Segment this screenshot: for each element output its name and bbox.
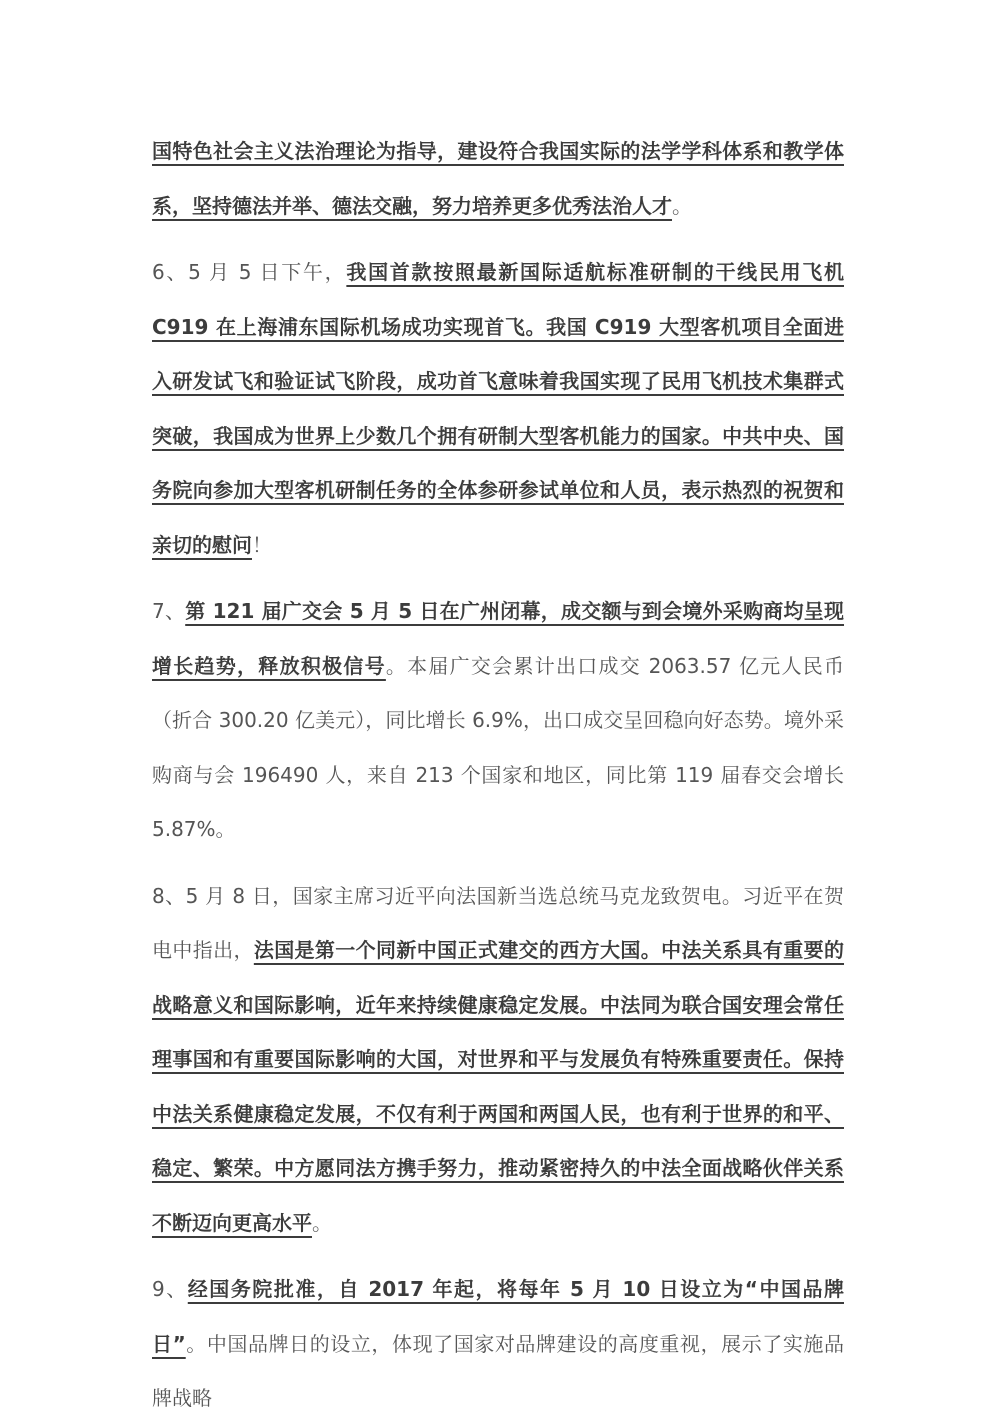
plain-text: 。: [312, 1210, 332, 1235]
plain-text: ！: [252, 532, 272, 557]
plain-text: 8、5 月 8 日，国家主席习近平向法国新当选总统马克龙致贺电。习近平在贺电中指出，: [152, 883, 844, 962]
paragraph-item-8-france: [152, 869, 844, 1251]
plain-text: 。: [672, 193, 692, 218]
emphasized-text: 第 121 届广交会 5 月 5 日在广州闭幕，成交额与到会境外采购商均呈现增长趋势，释放积极信号: [152, 599, 845, 678]
emphasized-text: 经国务院批准，自 2017 年起，将每年 5 月 10 日设立为“中国品牌日”: [152, 1277, 844, 1356]
plain-text: 9、: [152, 1277, 188, 1301]
plain-text: 。本届广交会累计出口成交 2063.57 亿元人民币（折合 300.20 亿美元），同比增长 6.9%，出口成交呈回稳向好态势。境外采购商与会 196490 人，来自 213 个国家和地区，同比第 119 届春交会增长 5.87%。: [152, 653, 844, 841]
paragraph-item-7-canton-fair: [152, 584, 844, 857]
paragraph-item-6-c919: [152, 245, 844, 572]
plain-text: 。中国品牌日的设立，体现了国家对品牌建设的高度重视，展示了实施品牌战略: [152, 1331, 844, 1410]
document-body: [152, 124, 844, 1426]
paragraph-item-9-brand-day: [152, 1262, 844, 1426]
emphasized-text: 法国是第一个同新中国正式建交的西方大国。中法关系具有重要的战略意义和国际影响，近年来持续健康稳定发展。中法同为联合国安理会常任理事国和有重要国际影响的大国，对世界和平与发展负有特殊重要责任。保持中法关系健康稳定发展，不仅有利于两国和两国人民，也有利于世界的和平、稳定、繁荣。中方愿同法方携手努力，推动紧密持久的中法全面战略伙伴关系不断迈向更高水平: [152, 938, 845, 1235]
emphasized-text: 国特色社会主义法治理论为指导，建设符合我国实际的法学学科体系和教学体系，坚持德法并举、德法交融，努力培养更多优秀法治人才: [152, 139, 844, 218]
plain-text: 6、5 月 5 日下午，: [152, 260, 347, 284]
emphasized-text: 我国首款按照最新国际适航标准研制的干线民用飞机 C919 在上海浦东国际机场成功实现首飞。我国 C919 大型客机项目全面进入研发试飞和验证试飞阶段，成功首飞意味着我国实现了民用飞机技术集群式突破，我国成为世界上少数几个拥有研制大型客机能力的国家。中共中央、国务院向参加大型客机研制任务的全体参研参试单位和人员，表示热烈的祝贺和亲切的慰问: [152, 260, 844, 557]
paragraph-rule-of-law: [152, 124, 844, 233]
plain-text: 7、: [152, 599, 186, 623]
